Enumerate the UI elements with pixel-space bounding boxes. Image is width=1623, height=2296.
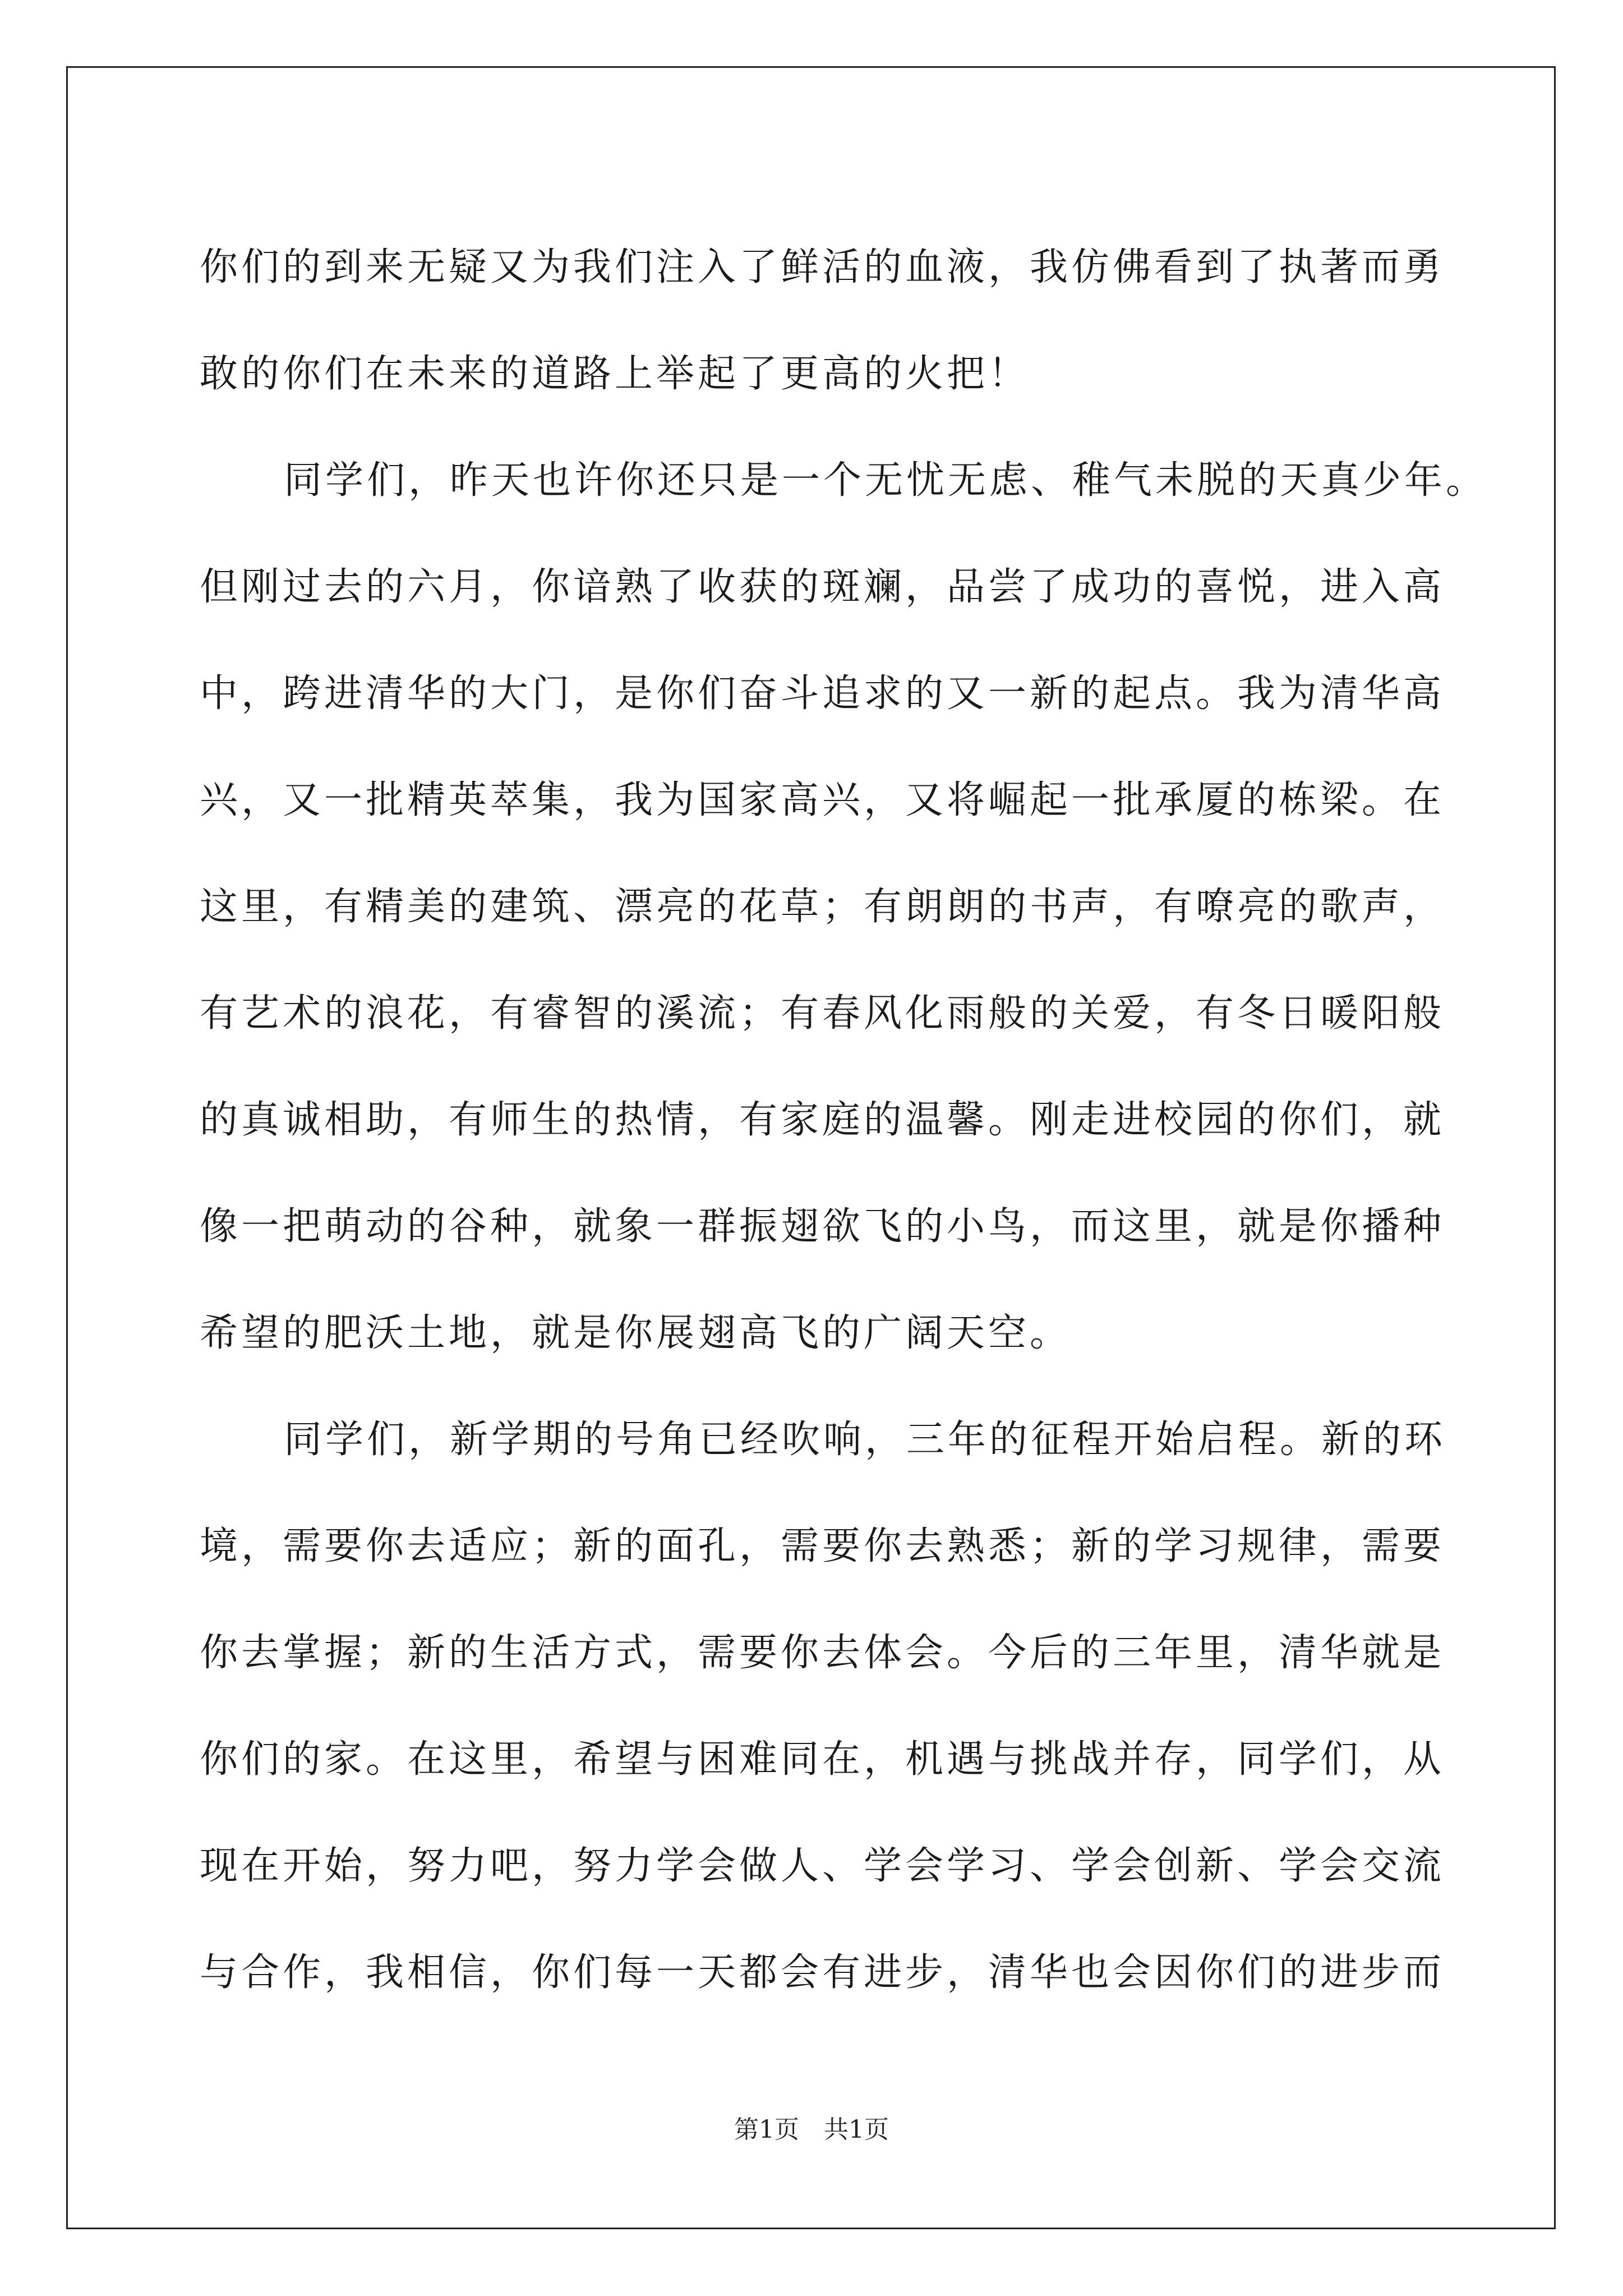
text-line: 有艺术的浪花，有睿智的溪流；有春风化雨般的关爱，有冬日暖阳般 [200,991,1445,1036]
text-line: 境，需要你去适应；新的面孔，需要你去熟悉；新的学习规律，需要 [200,1524,1445,1568]
paragraph-start-line: 同学们，新学期的号角已经吹响，三年的征程开始启程。新的环 [284,1418,1446,1462]
text-line: 这里，有精美的建筑、漂亮的花草；有朗朗的书声，有嘹亮的歌声， [200,885,1445,929]
text-line: 现在开始，努力吧，努力学会做人、学会学习、学会创新、学会交流 [200,1844,1445,1888]
text-line: 与合作，我相信，你们每一天都会有进步，清华也会因你们的进步而 [200,1950,1445,1995]
text-line: 中，跨进清华的大门，是你们奋斗追求的又一新的起点。我为清华高 [200,671,1445,716]
text-line: 敢的你们在未来的道路上举起了更高的火把！ [200,352,1030,396]
text-line: 像一把萌动的谷种，就象一群振翅欲飞的小鸟，而这里，就是你播种 [200,1204,1445,1249]
text-line: 兴，又一批精英萃集，我为国家高兴，又将崛起一批承厦的栋梁。在 [200,778,1445,822]
text-line: 的真诚相助，有师生的热情，有家庭的温馨。刚走进校园的你们，就 [200,1098,1445,1142]
page-footer: 第1页 共1页 [734,2115,889,2144]
text-line: 你们的家。在这里，希望与困难同在，机遇与挑战并存，同学们，从 [200,1737,1445,1782]
text-line: 你去掌握；新的生活方式，需要你去体会。今后的三年里，清华就是 [200,1631,1445,1675]
paragraph-start-line: 同学们，昨天也许你还只是一个无忧无虑、稚气未脱的天真少年。 [284,458,1488,503]
document-body [200,214,1488,2026]
text-line: 但刚过去的六月，你谙熟了收获的斑斓，品尝了成功的喜悦，进入高 [200,565,1445,609]
text-line: 你们的到来无疑又为我们注入了鲜活的血液，我仿佛看到了执著而勇 [200,245,1445,289]
text-line: 希望的肥沃土地，就是你展翅高飞的广阔天空。 [200,1311,1072,1355]
